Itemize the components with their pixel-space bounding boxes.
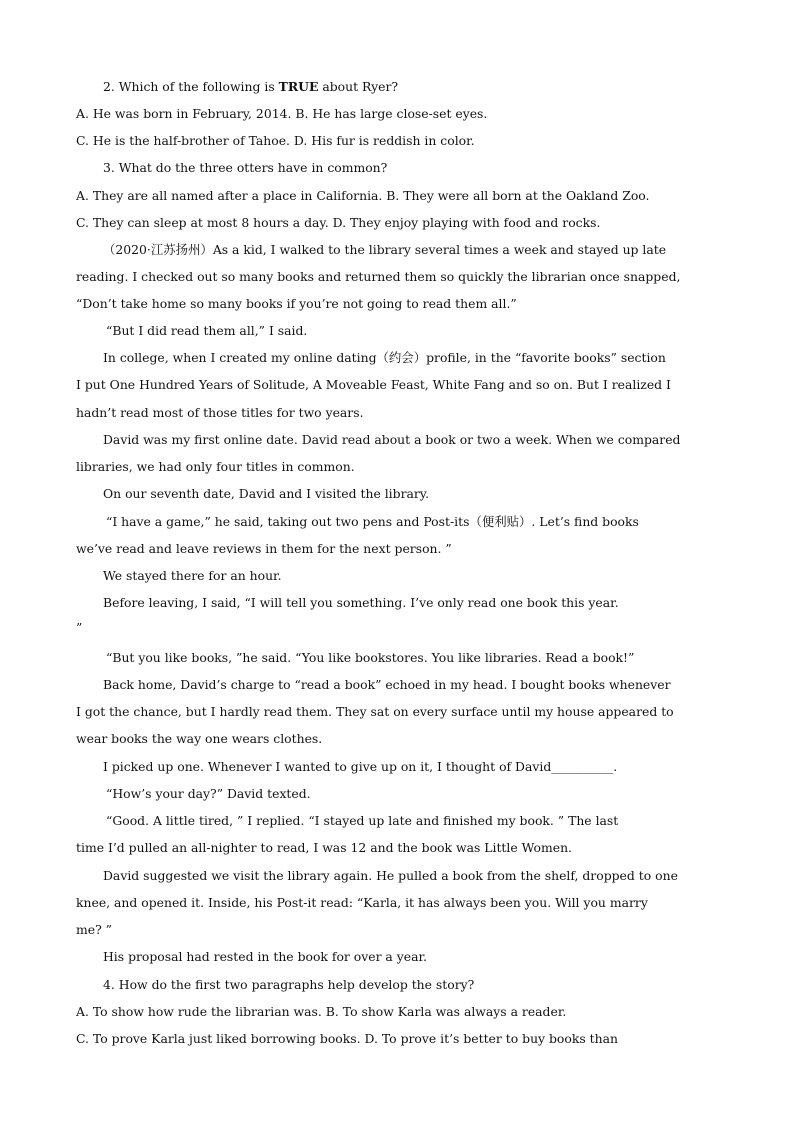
passage-paragraph-1-line-1: （2020·江苏扬州）As a kid, I walked to the library several times a week and stayed up late (103, 242, 667, 257)
passage-paragraph-7: We stayed there for an hour. (103, 568, 282, 583)
passage-paragraph-3-line-1: In college, when I created my online dating（约会）profile, in the “favorite books” section (103, 350, 666, 365)
passage-paragraph-6-line-2: we’ve read and leave reviews in them for the next person. ” (76, 541, 452, 556)
passage-paragraph-14-line-1: David suggested we visit the library again. He pulled a book from the shelf, dropped to one (103, 868, 678, 883)
passage-paragraph-11: I picked up one. Whenever I wanted to give up on it, I thought of David__________. (103, 759, 618, 774)
question-3-stem: 3. What do the three otters have in common? (103, 160, 388, 175)
question-2-emphasis: TRUE (278, 79, 319, 94)
question-3-options-cd: C. They can sleep at most 8 hours a day. D. They enjoy playing with food and rocks. (76, 215, 601, 230)
passage-paragraph-1-line-2: reading. I checked out so many books and returned them so quickly the librarian once snapped, (76, 269, 681, 284)
question-4-options-ab: A. To show how rude the librarian was. B. To show Karla was always a reader. (76, 1004, 567, 1019)
passage-paragraph-14-line-3: me? ” (76, 922, 112, 937)
passage-paragraph-8-line-1: Before leaving, I said, “I will tell you something. I’ve only read one book this year. (103, 595, 619, 610)
passage-paragraph-10-line-3: wear books the way one wears clothes. (76, 731, 323, 746)
passage-paragraph-8-line-2: ” (76, 620, 83, 635)
passage-paragraph-14-line-2: knee, and opened it. Inside, his Post-it read: “Karla, it has always been you. Will you marry (76, 895, 648, 910)
question-4-stem: 4. How do the first two paragraphs help develop the story? (103, 977, 475, 992)
passage-paragraph-4-line-1: David was my first online date. David read about a book or two a week. When we compared (103, 432, 681, 447)
passage-paragraph-10-line-2: I got the chance, but I hardly read them. They sat on every surface until my house appeared to (76, 704, 674, 719)
passage-paragraph-2: “But I did read them all,” I said. (106, 323, 308, 338)
passage-paragraph-3-line-3: hadn’t read most of those titles for two years. (76, 405, 364, 420)
passage-paragraph-3-line-2: I put One Hundred Years of Solitude, A Moveable Feast, White Fang and so on. But I realized I (76, 377, 671, 392)
passage-paragraph-15: His proposal had rested in the book for over a year. (103, 949, 427, 964)
passage-paragraph-4-line-2: libraries, we had only four titles in common. (76, 459, 355, 474)
passage-paragraph-1-line-3: “Don’t take home so many books if you’re not going to read them all.” (76, 296, 517, 311)
passage-paragraph-12: “How’s your day?” David texted. (106, 786, 311, 801)
question-2-options-ab: A. He was born in February, 2014. B. He has large close-set eyes. (76, 106, 488, 121)
passage-paragraph-6-line-1: “I have a game,” he said, taking out two pens and Post-its（便利贴）. Let’s find books (106, 514, 639, 529)
question-2-options-cd: C. He is the half-brother of Tahoe. D. His fur is reddish in color. (76, 133, 475, 148)
question-3-options-ab: A. They are all named after a place in California. B. They were all born at the Oakland Zoo. (76, 188, 650, 203)
passage-paragraph-5: On our seventh date, David and I visited the library. (103, 486, 430, 501)
question-2-text-end: about Ryer? (318, 79, 399, 94)
question-4-options-cd: C. To prove Karla just liked borrowing books. D. To prove it’s better to buy books than (76, 1031, 618, 1046)
passage-paragraph-10-line-1: Back home, David’s charge to “read a book” echoed in my head. I bought books whenever (103, 677, 671, 692)
question-2-text: 2. Which of the following is (103, 79, 279, 94)
passage-paragraph-13-line-2: time I’d pulled an all-nighter to read, I was 12 and the book was Little Women. (76, 840, 572, 855)
passage-paragraph-13-line-1: “Good. A little tired, ” I replied. “I stayed up late and finished my book. ” The last (106, 813, 619, 828)
passage-paragraph-9: “But you like books, ”he said. “You like bookstores. You like libraries. Read a book!” (106, 650, 635, 665)
question-2-stem (103, 79, 726, 95)
